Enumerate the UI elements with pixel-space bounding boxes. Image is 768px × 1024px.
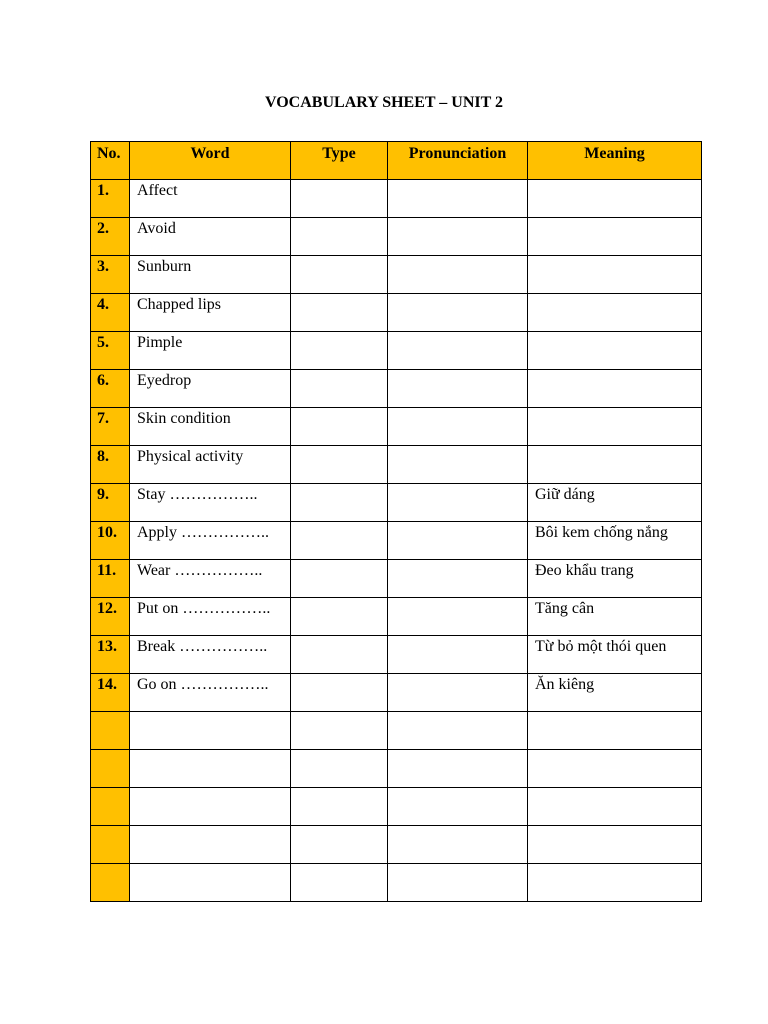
table-body [91, 180, 702, 902]
cell-no: 13. [91, 636, 130, 674]
cell-meaning: Ăn kiêng [528, 674, 702, 712]
cell-type [291, 788, 388, 826]
table-row [91, 560, 702, 598]
cell-type [291, 826, 388, 864]
cell-no: 11. [91, 560, 130, 598]
cell-meaning [528, 864, 702, 902]
cell-word: Avoid [130, 218, 291, 256]
table-row [91, 484, 702, 522]
table-row [91, 750, 702, 788]
cell-word: Affect [130, 180, 291, 218]
table-row [91, 332, 702, 370]
cell-word [130, 826, 291, 864]
cell-meaning [528, 750, 702, 788]
cell-no: 1. [91, 180, 130, 218]
cell-no [91, 788, 130, 826]
cell-word: Chapped lips [130, 294, 291, 332]
cell-type [291, 560, 388, 598]
cell-pronunciation [388, 332, 528, 370]
cell-no: 8. [91, 446, 130, 484]
cell-type [291, 484, 388, 522]
cell-pronunciation [388, 560, 528, 598]
cell-pronunciation [388, 256, 528, 294]
cell-no: 6. [91, 370, 130, 408]
cell-meaning: Từ bỏ một thói quen [528, 636, 702, 674]
table-row [91, 218, 702, 256]
cell-word: Sunburn [130, 256, 291, 294]
table-row [91, 636, 702, 674]
cell-pronunciation [388, 446, 528, 484]
cell-type [291, 256, 388, 294]
cell-pronunciation [388, 826, 528, 864]
cell-no [91, 750, 130, 788]
cell-type [291, 218, 388, 256]
cell-no: 12. [91, 598, 130, 636]
table-row [91, 294, 702, 332]
cell-pronunciation [388, 598, 528, 636]
cell-pronunciation [388, 484, 528, 522]
cell-pronunciation [388, 180, 528, 218]
cell-meaning [528, 826, 702, 864]
cell-type [291, 598, 388, 636]
cell-pronunciation [388, 218, 528, 256]
cell-word: Stay …………….. [130, 484, 291, 522]
header-no: No. [91, 142, 130, 180]
cell-type [291, 180, 388, 218]
cell-meaning [528, 446, 702, 484]
table-row [91, 408, 702, 446]
cell-meaning [528, 294, 702, 332]
cell-pronunciation [388, 522, 528, 560]
cell-type [291, 864, 388, 902]
cell-word: Eyedrop [130, 370, 291, 408]
cell-no [91, 712, 130, 750]
cell-word: Wear …………….. [130, 560, 291, 598]
table-row [91, 180, 702, 218]
cell-word: Pimple [130, 332, 291, 370]
table-row [91, 446, 702, 484]
cell-pronunciation [388, 712, 528, 750]
cell-no [91, 826, 130, 864]
cell-no: 14. [91, 674, 130, 712]
table-row [91, 256, 702, 294]
table-row [91, 864, 702, 902]
header-meaning: Meaning [528, 142, 702, 180]
cell-word: Break …………….. [130, 636, 291, 674]
table-row [91, 788, 702, 826]
cell-pronunciation [388, 408, 528, 446]
cell-type [291, 370, 388, 408]
cell-meaning [528, 218, 702, 256]
cell-meaning [528, 788, 702, 826]
cell-no: 9. [91, 484, 130, 522]
cell-pronunciation [388, 750, 528, 788]
cell-meaning [528, 712, 702, 750]
table-header-row [91, 142, 702, 180]
vocabulary-table [90, 141, 702, 902]
page-title: VOCABULARY SHEET – UNIT 2 [265, 94, 503, 111]
cell-meaning [528, 408, 702, 446]
cell-word [130, 712, 291, 750]
cell-meaning [528, 180, 702, 218]
cell-type [291, 750, 388, 788]
cell-word [130, 788, 291, 826]
table-row [91, 826, 702, 864]
cell-meaning: Đeo khẩu trang [528, 560, 702, 598]
cell-pronunciation [388, 370, 528, 408]
cell-no: 7. [91, 408, 130, 446]
cell-meaning [528, 256, 702, 294]
cell-word: Go on …………….. [130, 674, 291, 712]
cell-type [291, 712, 388, 750]
header-word: Word [130, 142, 291, 180]
cell-pronunciation [388, 636, 528, 674]
cell-type [291, 408, 388, 446]
cell-no: 2. [91, 218, 130, 256]
cell-word: Physical activity [130, 446, 291, 484]
cell-no: 3. [91, 256, 130, 294]
cell-meaning [528, 370, 702, 408]
cell-meaning: Bôi kem chống nắng [528, 522, 702, 560]
cell-no: 10. [91, 522, 130, 560]
cell-no [91, 864, 130, 902]
cell-pronunciation [388, 674, 528, 712]
cell-type [291, 522, 388, 560]
cell-pronunciation [388, 294, 528, 332]
table-row [91, 370, 702, 408]
cell-word [130, 750, 291, 788]
cell-type [291, 636, 388, 674]
cell-pronunciation [388, 864, 528, 902]
table-row [91, 522, 702, 560]
cell-type [291, 674, 388, 712]
cell-word: Skin condition [130, 408, 291, 446]
cell-word [130, 864, 291, 902]
cell-no: 5. [91, 332, 130, 370]
header-type: Type [291, 142, 388, 180]
cell-meaning [528, 332, 702, 370]
cell-type [291, 446, 388, 484]
cell-type [291, 294, 388, 332]
table-row [91, 598, 702, 636]
table-row [91, 712, 702, 750]
cell-word: Apply …………….. [130, 522, 291, 560]
table-row [91, 674, 702, 712]
cell-word: Put on …………….. [130, 598, 291, 636]
cell-meaning: Tăng cân [528, 598, 702, 636]
cell-no: 4. [91, 294, 130, 332]
header-pronunciation: Pronunciation [388, 142, 528, 180]
cell-meaning: Giữ dáng [528, 484, 702, 522]
cell-type [291, 332, 388, 370]
cell-pronunciation [388, 788, 528, 826]
